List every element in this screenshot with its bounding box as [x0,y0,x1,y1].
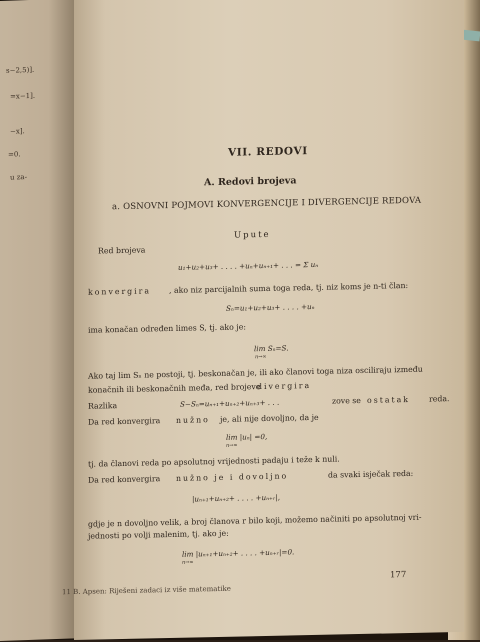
left-line-3: −x]. [10,127,25,136]
equation-necessary-sub: n→∞ [226,442,238,449]
para-8c: da svaki isječak reda: [328,468,414,480]
equation-cauchy-sub: n→∞ [182,559,194,566]
equation-limit-sub: n→∞ [255,353,267,361]
para-8-emph: nužno je i dovoljno [176,471,289,483]
equation-cauchy: lim |uₙ₊₁+uₙ₊₂+ . . . . +uₙ₊ᵣ|=0. [182,547,295,559]
para-4-emph: divergira [257,381,312,392]
left-line-2: =x−1]. [10,91,36,101]
equation-remainder: S−Sₙ=uₙ₊₁+uₙ₊₂+uₙ₊₃+ . . . [180,397,280,409]
para-3: ima konačan određen limes S, tj. ako je: [88,322,246,335]
para-2-emph: konvergira [88,286,152,297]
chapter-title: VII. REDOVI [228,145,308,159]
equation-partial-sum: Sₙ=u₁+u₂+u₃+ . . . . +uₙ [226,301,315,313]
upute-heading: Upute [234,229,271,241]
para-9b: jednosti po volji malenim, tj. ako je: [88,528,229,541]
equation-necessary: lim |uₙ| =0, [226,431,268,442]
left-line-5: u za- [10,173,27,182]
para-1: Red brojeva [98,245,146,256]
para-5-emph: ostatak [367,394,410,405]
equation-segment: |uₙ₊₁+uₙ₊₂+ . . . . +uₙ₊ᵣ|, [192,492,281,504]
para-4b: konačnih ili beskonačnih međa, red brojeve [88,382,261,395]
equation-limit: lim Sₙ=S. [254,343,289,354]
left-line-1: s−2,5)]. [6,65,35,75]
equation-series: u₁+u₂+u₃+ . . . . +uₙ+uₙ₊₁+ . . . = Σ uₙ [178,259,319,272]
para-5d: reda. [429,394,450,404]
para-6c: je, ali nije dovoljno, da je [220,412,319,424]
para-6a: Da red konvergira [88,416,161,427]
para-9a: gdje je n dovoljno velik, a broj članova r bilo koji, možemo načiniti po apsolutnoj vri- [88,512,422,529]
para-8a: Da red konvergira [88,474,161,485]
para-2: , ako niz parcijalnih suma toga reda, tj. niz koms je n-ti član: [169,281,409,296]
left-line-4: =0. [8,150,21,159]
para-7: tj. da članovi reda po apsolutnoj vrijednosti padaju i teže k nuli. [88,454,340,469]
para-5a: Razlika [88,401,118,411]
page-number: 177 [390,570,407,581]
para-4a: Ako taj lim Sₙ ne postoji, tj. beskonačan je, ili ako članovi toga niza osciliraju između [88,364,423,381]
subsection-title: a. OSNOVNI POJMOVI KONVERGENCIJE I DIVERGENCIJE REDOVA [112,195,422,213]
footer-citation: 11 B. Apsen: Riješeni zadaci iz više matematike [62,584,231,597]
para-6-emph: nužno [176,415,210,425]
book-page [62,0,464,640]
para-5b: zove se [332,395,361,406]
left-page [0,0,78,642]
section-title: A. Redovi brojeva [204,175,297,189]
